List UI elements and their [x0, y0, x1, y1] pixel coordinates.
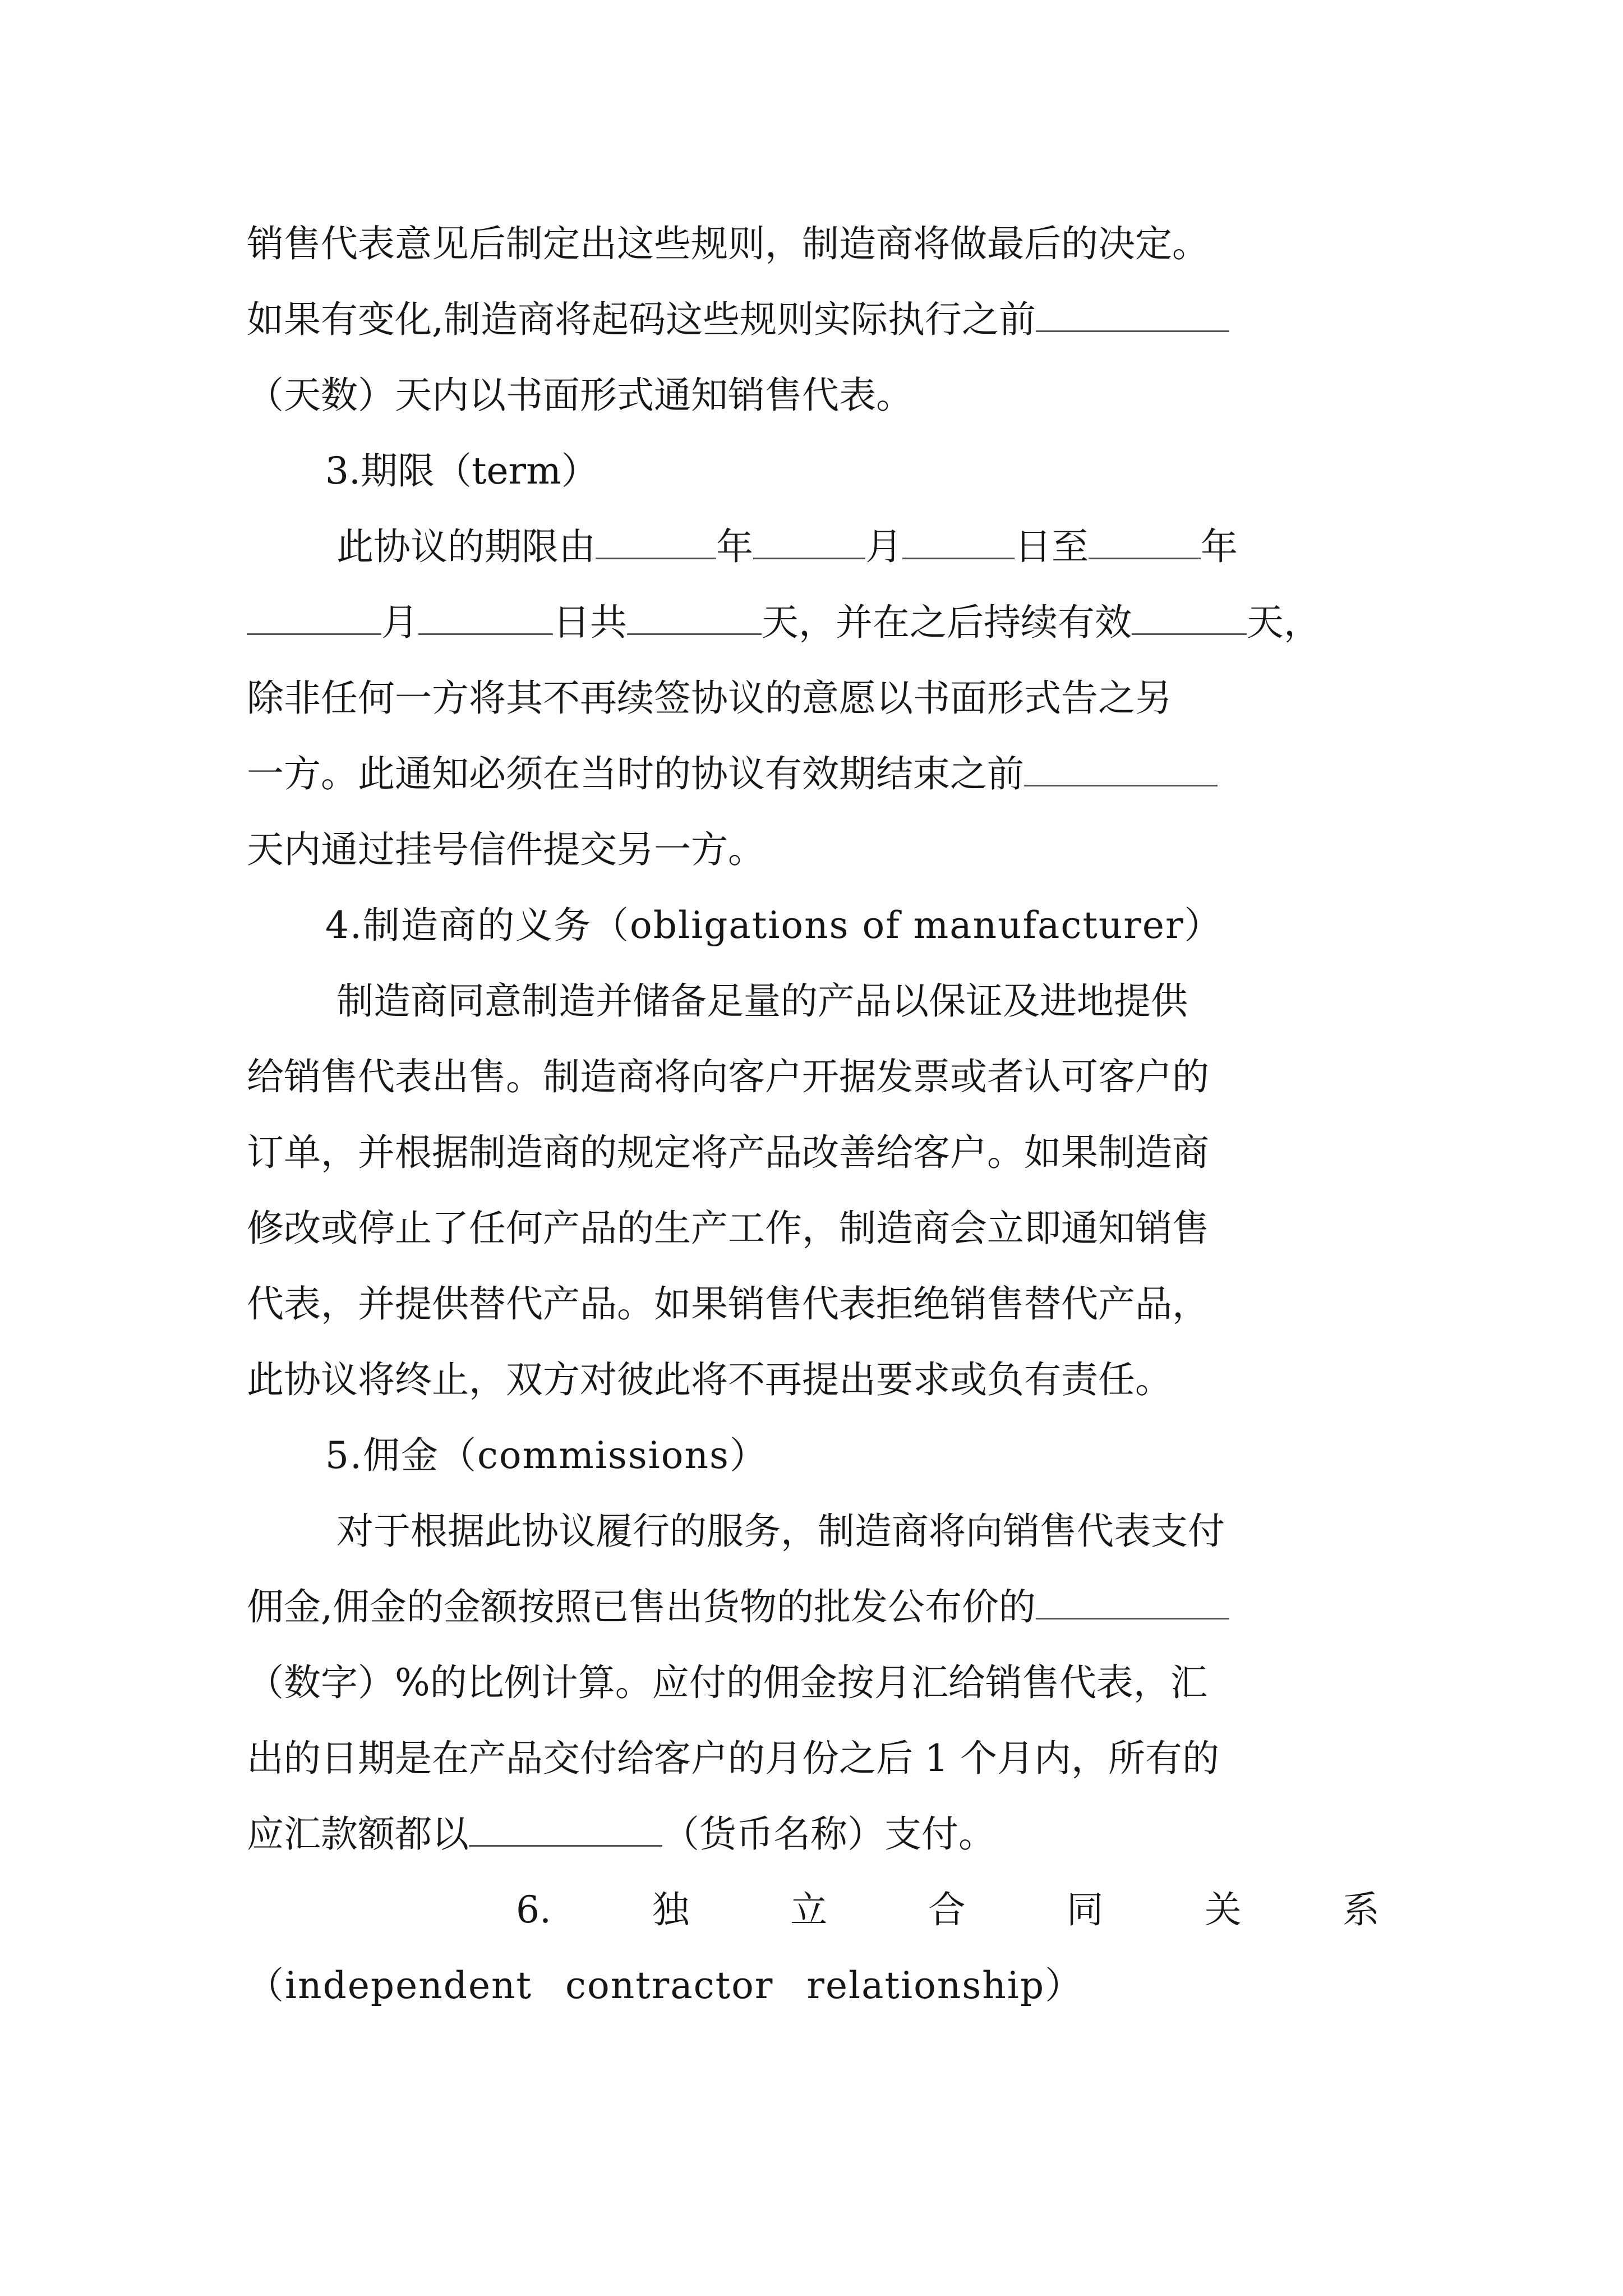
- heading-part: 独: [652, 1888, 690, 1931]
- fill-in-blank-percent[interactable]: [1036, 1585, 1229, 1619]
- heading-part: 立: [790, 1888, 828, 1931]
- line-text: 日共: [553, 601, 627, 644]
- line-text: 月: [381, 601, 418, 644]
- line-text: 月: [865, 525, 902, 568]
- paragraph-line: [247, 1579, 1380, 1635]
- paragraph-line: （天数）天内以书面形式通知销售代表。: [247, 374, 913, 417]
- line-text: 应汇款额都以: [247, 1812, 469, 1856]
- paragraph-line: （数字）%的比例计算。应付的佣金按月汇给销售代表，汇: [247, 1661, 1207, 1704]
- line-text: 佣金,佣金的金额按照已售出货物的批发公布价的: [247, 1585, 1036, 1628]
- paragraph-line: 出的日期是在产品交付给客户的月份之后 1 个月内，所有的: [247, 1737, 1219, 1780]
- fill-in-blank-total-days[interactable]: [627, 601, 762, 635]
- heading-part: 同: [1066, 1888, 1104, 1931]
- paragraph-line: 制造商同意制造并储备足量的产品以保证及进地提供: [336, 979, 1188, 1023]
- heading-part: 6.: [516, 1888, 551, 1931]
- section-heading-term: 3.期限（term）: [325, 449, 598, 493]
- paragraph-line: 除非任何一方将其不再续签协议的意愿以书面形式告之另: [247, 677, 1172, 720]
- fill-in-blank-start-year[interactable]: [596, 525, 716, 559]
- line-text: 日至: [1015, 525, 1089, 568]
- paragraph-line: 代表，并提供替代产品。如果销售代表拒绝销售替代产品，: [247, 1282, 1209, 1326]
- line-text: 一方。此通知必须在当时的协议有效期结束之前: [247, 752, 1024, 795]
- paragraph-line: 修改或停止了任何产品的生产工作，制造商会立即通知销售: [247, 1207, 1209, 1250]
- fill-in-blank-end-month[interactable]: [247, 601, 381, 635]
- line-text: 此协议的期限由: [336, 525, 596, 568]
- line-text: （货币名称）支付。: [662, 1812, 995, 1856]
- fill-in-blank-notice-days[interactable]: [1024, 752, 1218, 786]
- paragraph-line: [247, 1806, 1380, 1862]
- section-heading-obligations: 4.制造商的义务（obligations of manufacturer）: [325, 904, 1223, 947]
- heading-part: 系: [1342, 1888, 1380, 1931]
- fill-in-blank-start-day[interactable]: [902, 525, 1015, 559]
- paragraph-line: 销售代表意见后制定出这些规则，制造商将做最后的决定。: [247, 222, 1209, 265]
- line-text: 年: [1201, 525, 1238, 568]
- fill-in-blank-end-day[interactable]: [418, 601, 553, 635]
- heading-part: 合: [928, 1888, 966, 1931]
- fill-in-blank-renewal-days[interactable]: [1132, 601, 1247, 635]
- paragraph-line: 订单，并根据制造商的规定将产品改善给客户。如果制造商: [247, 1131, 1209, 1174]
- paragraph-line: 此协议将终止，双方对彼此将不再提出要求或负有责任。: [247, 1358, 1172, 1401]
- line-text: 如果有变化,制造商将起码这些规则实际执行之前: [247, 298, 1036, 341]
- section-heading-independent-contractor: [516, 1882, 1380, 1938]
- section-heading-commissions: 5.佣金（commissions）: [325, 1434, 768, 1477]
- fill-in-blank-currency[interactable]: [469, 1812, 662, 1847]
- paragraph-line: [336, 519, 1380, 575]
- paragraph-line: [247, 595, 1380, 651]
- paragraph-line: 天内通过挂号信件提交另一方。: [247, 828, 765, 871]
- paragraph-line: [247, 746, 1380, 802]
- line-text: 天，并在之后持续有效: [762, 601, 1132, 644]
- heading-part: 关: [1204, 1888, 1242, 1931]
- paragraph-line: [247, 292, 1380, 348]
- section-heading-english: （independent contractor relationship）: [247, 1964, 1083, 2007]
- line-text: 天，: [1247, 601, 1321, 644]
- paragraph-line: 对于根据此协议履行的服务，制造商将向销售代表支付: [336, 1510, 1225, 1553]
- paragraph-line: 给销售代表出售。制造商将向客户开据发票或者认可客户的: [247, 1055, 1209, 1098]
- fill-in-blank-start-month[interactable]: [753, 525, 865, 559]
- fill-in-blank-end-year[interactable]: [1089, 525, 1201, 559]
- fill-in-blank[interactable]: [1036, 298, 1229, 332]
- line-text: 年: [716, 525, 753, 568]
